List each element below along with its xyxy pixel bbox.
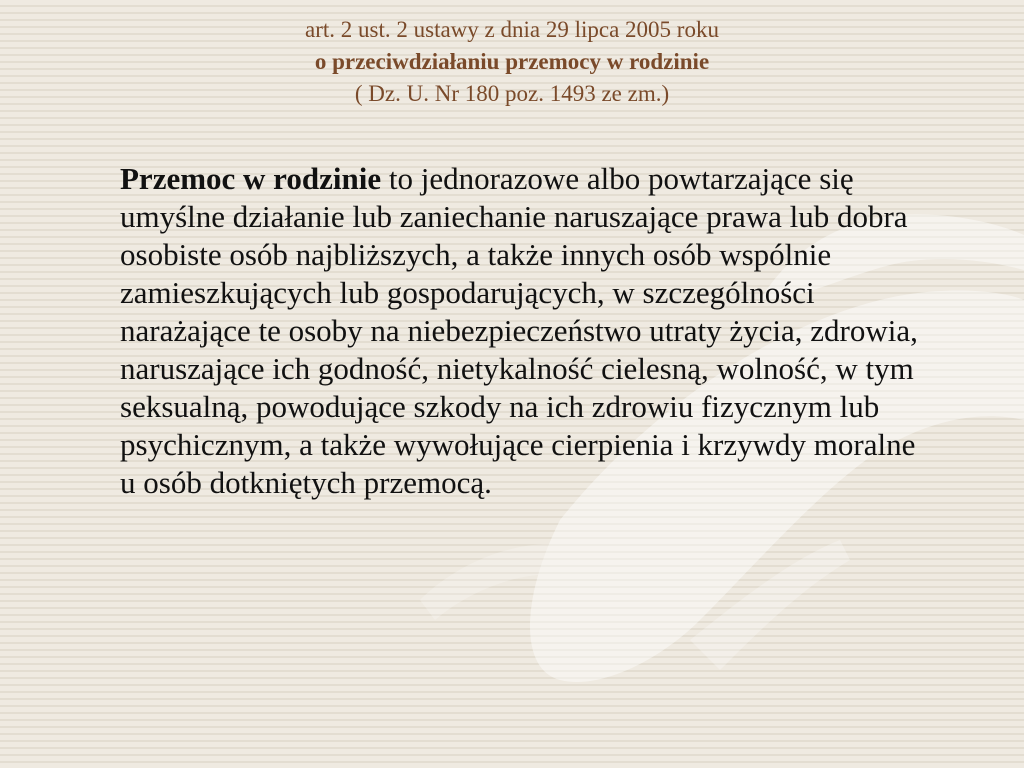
journal-citation: ( Dz. U. Nr 180 poz. 1493 ze zm.) — [354, 81, 670, 106]
act-title: o przeciwdziałaniu przemocy w rodzinie — [314, 49, 710, 74]
definition-paragraph — [120, 160, 920, 502]
definition-text: to jednorazowe albo powtarzające się umyślne działanie lub zaniechanie naruszające prawa lub dobra osobiste osób najbliższych, a także innych osób wspólnie zamieszkujących lub gospodarujących, w szczególności narażające te osoby na niebezpieczeństwo utraty życia, zdrowia, naruszające ich godność, nietykalność cielesną, wolność, w tym seksualną, powodujące szkody na ich zdrowiu fizycznym lub psychicznym, a także wywołujące cierpienia i krzywdy moralne u osób dotkniętych przemocą. — [120, 161, 918, 500]
slide-header — [0, 14, 1024, 110]
defined-term: Przemoc w rodzinie — [120, 161, 382, 196]
legal-reference: art. 2 ust. 2 ustawy z dnia 29 lipca 2005 roku — [305, 17, 719, 42]
